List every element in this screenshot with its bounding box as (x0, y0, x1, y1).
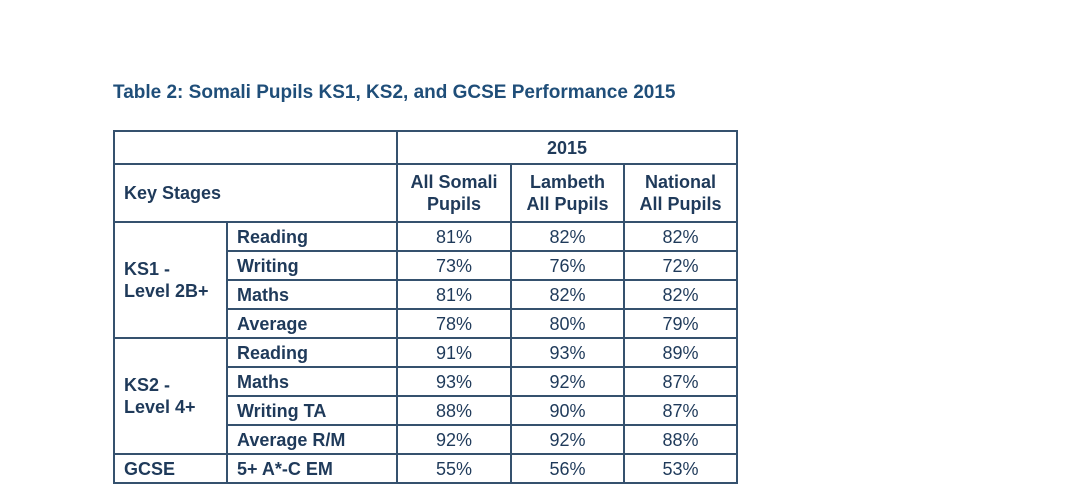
group-label-gcse: GCSE (114, 454, 227, 483)
header-row-year (114, 131, 737, 164)
value-cell: 87% (624, 367, 737, 396)
group-label-line: KS2 - (124, 375, 171, 395)
row-label: Average R/M (227, 425, 397, 454)
group-label-line: Level 2B+ (124, 281, 209, 301)
value-cell: 72% (624, 251, 737, 280)
value-cell: 93% (511, 338, 624, 367)
value-cell: 88% (397, 396, 511, 425)
value-cell: 53% (624, 454, 737, 483)
value-cell: 91% (397, 338, 511, 367)
row-label: Maths (227, 280, 397, 309)
column-header-line: All Pupils (526, 194, 609, 214)
value-cell: 88% (624, 425, 737, 454)
row-label: Writing (227, 251, 397, 280)
column-header-line: Lambeth (529, 172, 605, 192)
value-cell: 89% (624, 338, 737, 367)
value-cell: 78% (397, 309, 511, 338)
value-cell: 87% (624, 396, 737, 425)
column-header-lambeth (511, 164, 624, 222)
value-cell: 92% (511, 425, 624, 454)
group-label-ks1 (114, 222, 227, 338)
group-label-ks2 (114, 338, 227, 454)
value-cell: 82% (511, 222, 624, 251)
row-label: Reading (227, 338, 397, 367)
value-cell: 81% (397, 280, 511, 309)
row-label: Writing TA (227, 396, 397, 425)
value-cell: 82% (624, 280, 737, 309)
table-row (114, 454, 737, 483)
column-header-line: National (644, 172, 716, 192)
value-cell: 90% (511, 396, 624, 425)
value-cell: 76% (511, 251, 624, 280)
key-stages-header: Key Stages (114, 164, 397, 222)
header-row-columns (114, 164, 737, 222)
value-cell: 93% (397, 367, 511, 396)
column-header-all-somali (397, 164, 511, 222)
table-caption: Table 2: Somali Pupils KS1, KS2, and GCSE Performance 2015 (113, 82, 676, 103)
value-cell: 56% (511, 454, 624, 483)
value-cell: 82% (511, 280, 624, 309)
value-cell: 79% (624, 309, 737, 338)
group-label-line: Level 4+ (124, 397, 196, 417)
value-cell: 73% (397, 251, 511, 280)
row-label: Average (227, 309, 397, 338)
value-cell: 81% (397, 222, 511, 251)
row-label: 5+ A*-C EM (227, 454, 397, 483)
table-row (114, 222, 737, 251)
value-cell: 80% (511, 309, 624, 338)
table-row (114, 338, 737, 367)
value-cell: 92% (397, 425, 511, 454)
value-cell: 92% (511, 367, 624, 396)
column-header-line: Pupils (426, 194, 481, 214)
column-header-line: All Somali (410, 172, 498, 192)
header-blank-cell (114, 131, 397, 164)
value-cell: 82% (624, 222, 737, 251)
column-header-line: All Pupils (639, 194, 722, 214)
column-header-national (624, 164, 737, 222)
performance-table (113, 130, 738, 484)
row-label: Reading (227, 222, 397, 251)
year-header: 2015 (397, 131, 737, 164)
value-cell: 55% (397, 454, 511, 483)
group-label-line: KS1 - (124, 259, 171, 279)
row-label: Maths (227, 367, 397, 396)
